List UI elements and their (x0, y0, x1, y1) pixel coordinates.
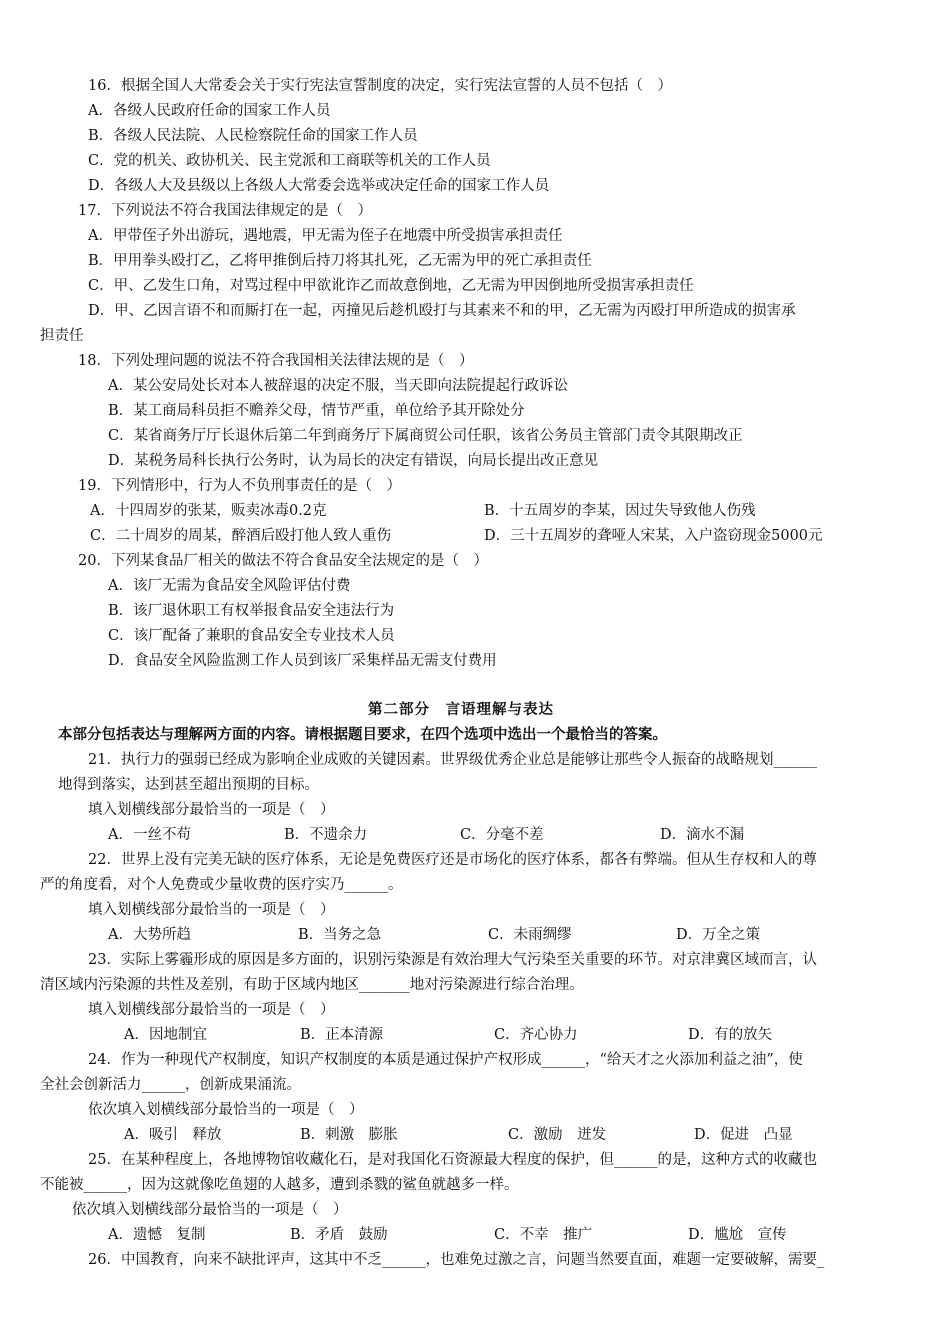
q18-option-b: B．某工商局科员拒不赡养父母，情节严重，单位给予其开除处分 (108, 403, 525, 419)
q22-option-d: D．万全之策 (676, 927, 761, 943)
q17-option-b: B．甲用拳头殴打乙，乙将甲推倒后持刀将其扎死，乙无需为甲的死亡承担责任 (88, 253, 592, 269)
q16-option-a: A．各级人民政府任命的国家工作人员 (88, 103, 331, 119)
q24-option-c: C．激励 迸发 (508, 1127, 607, 1143)
q20-option-c: C．该厂配备了兼职的食品安全专业技术人员 (108, 628, 395, 644)
q23-option-d: D．有的放矢 (688, 1027, 773, 1043)
q19-option-c: C．二十周岁的周某，醉酒后殴打他人致人重伤 (90, 528, 392, 544)
q25-option-c: C．不幸 推广 (494, 1227, 593, 1243)
q23-option-b: B．正本清源 (300, 1027, 384, 1043)
q17-stem: 17．下列说法不符合我国法律规定的是（ ） (78, 203, 372, 219)
q24-stem-cont: 全社会创新活力______，创新成果涌流。 (40, 1077, 301, 1093)
q19-stem: 19．下列情形中，行为人不负刑事责任的是（ ） (78, 478, 401, 494)
q24-option-a: A．吸引 释放 (124, 1127, 222, 1143)
q25-stem-cont: 不能被______，因为这就像吃鱼翅的人越多，遭到杀戮的鲨鱼就越多一样。 (40, 1177, 519, 1193)
q21-option-c: C．分毫不差 (460, 827, 544, 843)
q18-stem: 18．下列处理问题的说法不符合我国相关法律法规的是（ ） (78, 353, 474, 369)
q26-stem: 26．中国教育，向来不缺批评声，这其中不乏______，也难免过激之言，问题当然要直面，难题一定要破解，需要_ (88, 1252, 825, 1268)
q22-option-a: A．大势所趋 (108, 927, 191, 943)
q23-stem: 23．实际上雾霾形成的原因是多方面的，识别污染源是有效治理大气污染至关重要的环节。对京津冀区域而言，认 (88, 952, 817, 968)
q22-option-c: C．未雨绸缪 (488, 927, 572, 943)
q25-prompt: 依次填入划横线部分最恰当的一项是（ ） (72, 1202, 348, 1218)
q24-option-b: B．刺激 膨胀 (300, 1127, 398, 1143)
q16-stem: 16．根据全国人大常委会关于实行宪法宣誓制度的决定，实行宪法宣誓的人员不包括（ ） (88, 78, 672, 94)
q19-option-a: A．十四周岁的张某，贩卖冰毒0.2克 (90, 503, 327, 519)
q21-option-d: D．滴水不漏 (660, 827, 745, 843)
q25-option-d: D．尴尬 宣传 (688, 1227, 787, 1243)
q17-option-c: C．甲、乙发生口角，对骂过程中甲欲讹诈乙而故意倒地，乙无需为甲因倒地所受损害承担责任 (88, 278, 694, 294)
q20-option-d: D．食品安全风险监测工作人员到该厂采集样品无需支付费用 (108, 653, 497, 669)
q20-option-b: B．该厂退休职工有权举报食品安全违法行为 (108, 603, 395, 619)
q25-stem: 25．在某种程度上，各地博物馆收藏化石，是对我国化石资源最大程度的保护，但______的是，这种方式的收藏也 (88, 1152, 817, 1168)
section-intro: 本部分包括表达与理解两方面的内容。请根据题目要求，在四个选项中选出一个最恰当的答案。 (58, 726, 667, 743)
q18-option-a: A．某公安局处长对本人被辞退的决定不服，当天即向法院提起行政诉讼 (108, 378, 568, 394)
q21-stem: 21．执行力的强弱已经成为影响企业成败的关键因素。世界级优秀企业总是能够让那些令人振奋的战略规划______ (88, 752, 817, 768)
q18-option-c: C．某省商务厅厅长退休后第二年到商务厅下属商贸公司任职，该省公务员主管部门责令其限期改正 (108, 428, 743, 444)
q22-stem-cont: 严的角度看，对个人免费或少量收费的医疗实乃______。 (40, 877, 403, 893)
q24-option-d: D．促进 凸显 (694, 1127, 793, 1143)
q20-stem: 20．下列某食品厂相关的做法不符合食品安全法规定的是（ ） (78, 553, 488, 569)
q23-prompt: 填入划横线部分最恰当的一项是（ ） (88, 1002, 335, 1018)
q22-stem: 22．世界上没有完美无缺的医疗体系，无论是免费医疗还是市场化的医疗体系，都各有弊端。但从生存权和人的尊 (88, 852, 817, 868)
q21-stem-cont: 地得到落实，达到甚至超出预期的目标。 (58, 777, 319, 793)
q23-option-a: A．因地制宜 (124, 1027, 207, 1043)
q25-option-b: B．矛盾 鼓励 (290, 1227, 388, 1243)
q24-stem: 24．作为一种现代产权制度，知识产权制度的本质是通过保护产权形成______，“给天才之火添加利益之油”，使 (88, 1052, 803, 1068)
q20-option-a: A．该厂无需为食品安全风险评估付费 (108, 578, 351, 594)
q25-option-a: A．遗憾 复制 (108, 1227, 206, 1243)
q23-option-c: C．齐心协力 (494, 1027, 578, 1043)
q22-prompt: 填入划横线部分最恰当的一项是（ ） (88, 902, 335, 918)
q16-option-b: B．各级人民法院、人民检察院任命的国家工作人员 (88, 128, 418, 144)
q19-option-d: D．三十五周岁的聋哑人宋某，入户盗窃现金5000元 (484, 528, 823, 544)
q19-option-b: B．十五周岁的李某，因过失导致他人伤残 (484, 503, 756, 519)
q16-option-c: C．党的机关、政协机关、民主党派和工商联等机关的工作人员 (88, 153, 491, 169)
q17-option-a: A．甲带侄子外出游玩，遇地震，甲无需为侄子在地震中所受损害承担责任 (88, 228, 563, 244)
section-title: 第二部分 言语理解与表达 (368, 701, 554, 718)
q16-option-d: D．各级人大及县级以上各级人大常委会选举或决定任命的国家工作人员 (88, 178, 550, 194)
q21-prompt: 填入划横线部分最恰当的一项是（ ） (88, 802, 335, 818)
q24-prompt: 依次填入划横线部分最恰当的一项是（ ） (88, 1102, 364, 1118)
q18-option-d: D．某税务局科长执行公务时，认为局长的决定有错误，向局长提出改正意见 (108, 453, 599, 469)
q21-option-a: A．一丝不苟 (108, 827, 191, 843)
q23-stem-cont: 清区域内污染源的共性及差别，有助于区域内地区_______地对污染源进行综合治理。 (40, 977, 584, 993)
q17-option-d: D．甲、乙因言语不和而厮打在一起，丙撞见后趁机殴打与其素来不和的甲，乙无需为丙殴打甲所造成的损害承 (88, 303, 796, 319)
q21-option-b: B．不遗余力 (284, 827, 368, 843)
q22-option-b: B．当务之急 (298, 927, 382, 943)
q17-option-d-cont: 担责任 (40, 328, 84, 344)
